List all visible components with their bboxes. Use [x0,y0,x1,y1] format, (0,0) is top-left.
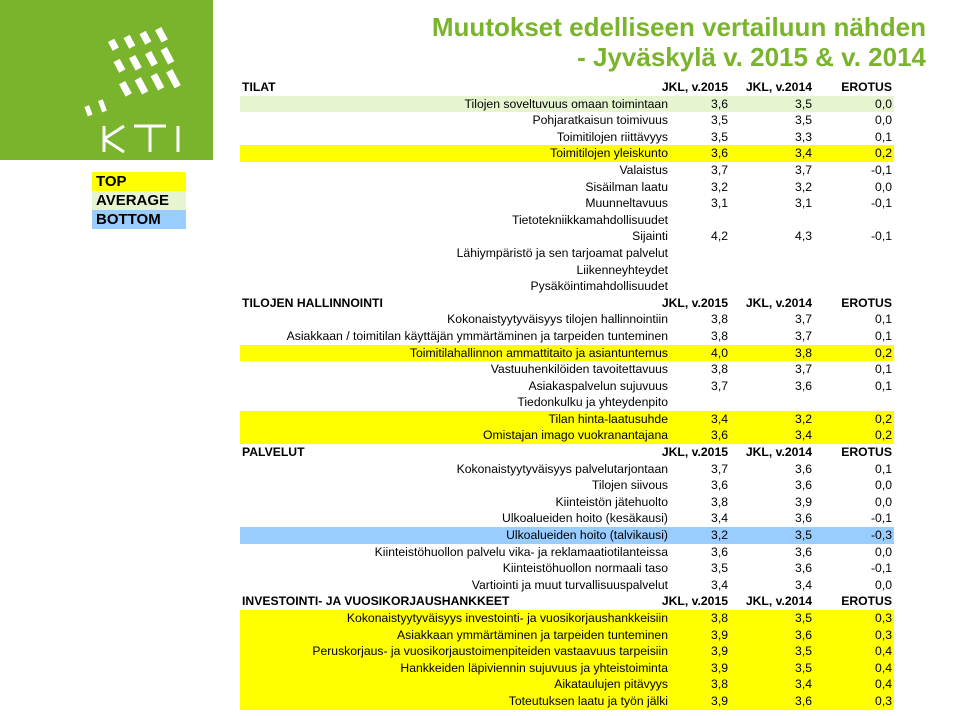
row-value: 3,4 [711,577,728,592]
table-row [240,544,894,561]
row-value: 3,4 [795,677,812,692]
row-value: 3,4 [795,577,812,592]
table-row [240,345,894,362]
column-header: EROTUS [841,594,892,609]
row-value: 3,8 [795,345,812,360]
row-value: -0,1 [870,561,892,576]
column-header: JKL, v.2015 [661,80,728,94]
row-value: 3,9 [711,627,728,642]
column-header: JKL, v.2015 [661,594,728,609]
row-label: Asiakaspalvelun sujuvuus [528,378,668,393]
row-value: 3,6 [795,693,812,708]
row-value: 3,7 [795,328,812,343]
page-title-line1: Muutokset edelliseen vertailuun nähden [431,12,926,42]
row-label: Pysäköintimahdollisuudet [530,279,668,294]
row-value: 3,7 [711,461,728,476]
table-row [240,461,894,478]
section-header [240,444,894,461]
table-row [240,162,894,179]
row-value: 3,7 [795,312,812,327]
row-value: 3,2 [711,528,728,543]
row-value: 3,6 [795,378,812,393]
row-label: Tilojen siivous [591,478,668,493]
row-value: 0,3 [875,611,892,625]
row-value: 0,3 [875,693,892,708]
row-value: 3,3 [795,129,812,144]
row-label: Aikataulujen pitävyys [554,677,668,692]
row-value: 3,1 [795,196,812,211]
legend-top: TOP [92,172,186,191]
table-row [240,278,894,295]
row-value: 3,6 [795,627,812,642]
legend [92,172,186,229]
row-value: 3,4 [795,146,812,161]
section-header [240,593,894,610]
row-value: -0,3 [870,528,892,543]
row-value: 3,6 [711,146,728,161]
row-label: Tilojen soveltuvuus omaan toimintaan [464,96,668,111]
row-label: Tiedonkulku ja yhteydenpito [517,395,668,410]
row-value: 3,7 [795,362,812,377]
row-value: 0,0 [875,179,892,194]
section-title: TILAT [242,80,276,94]
row-value: 0,1 [875,328,892,343]
row-label: Lähiympäristö ja sen tarjoamat palvelut [456,245,668,260]
row-value: 0,0 [875,113,892,128]
row-value: 3,5 [795,113,812,128]
row-value: 3,2 [795,411,812,426]
row-label: Ulkoalueiden hoito (kesäkausi) [502,511,668,526]
row-value: 3,6 [795,544,812,559]
row-value: 0,0 [875,544,892,559]
row-value: 0,1 [875,362,892,377]
row-label: Liikenneyhteydet [576,262,668,277]
row-value: 3,8 [711,328,728,343]
table-row [240,361,894,378]
row-value: 3,5 [711,561,728,576]
row-value: 0,4 [875,677,892,692]
row-label: Pohjaratkaisun toimivuus [532,113,668,128]
column-header: JKL, v.2015 [661,295,728,310]
table-row [240,245,894,262]
row-value: 0,2 [875,411,892,426]
column-header: EROTUS [841,80,892,94]
column-header: JKL, v.2014 [745,445,812,460]
row-label: Sisäilman laatu [585,179,668,194]
row-value: 4,3 [795,229,812,244]
row-label: Muunneltavuus [585,196,668,211]
row-value: 0,0 [875,478,892,493]
column-header: JKL, v.2014 [745,295,812,310]
table-row [240,510,894,527]
row-value: -0,1 [870,196,892,211]
row-label: Kiinteistön jätehuolto [555,494,668,509]
row-value: 0,4 [875,644,892,659]
kti-logo [0,0,213,160]
row-label: Kokonaistyytyväisyys tilojen hallinnointiin [447,312,668,327]
row-value: 3,6 [795,461,812,476]
row-value: 3,6 [711,96,728,111]
row-value: -0,1 [870,511,892,526]
row-value: 3,5 [711,129,728,144]
row-value: 3,4 [711,511,728,526]
table-row [240,179,894,196]
row-value: 3,6 [795,561,812,576]
row-value: 3,4 [711,411,728,426]
row-value: 0,0 [875,494,892,509]
row-label: Toimitilahallinnon ammattitaito ja asiantuntemus [409,345,668,360]
row-value: 3,8 [711,362,728,377]
row-value: 3,7 [711,378,728,393]
table-row [240,228,894,245]
row-value: 0,0 [875,96,892,111]
row-value: 3,5 [795,528,812,543]
row-value: 3,6 [711,478,728,493]
row-value: 3,6 [711,428,728,443]
row-label: Kiinteistöhuollon normaali taso [502,561,668,576]
table-row [240,378,894,395]
section-title: INVESTOINTI- JA VUOSIKORJAUSHANKKEET [242,594,510,609]
table-row [240,494,894,511]
row-label: Vastuuhenkilöiden tavoitettavuus [490,362,668,377]
row-label: Tilan hinta-laatusuhde [548,411,668,426]
table-row [240,560,894,577]
row-value: 3,9 [711,693,728,708]
row-label: Sijainti [632,229,668,244]
column-header: JKL, v.2014 [745,80,812,94]
row-value: 3,6 [795,511,812,526]
row-value: 3,8 [711,494,728,509]
table-row [240,96,894,113]
row-value: 3,1 [711,196,728,211]
row-label: Asiakkaan ymmärtäminen ja tarpeiden tunteminen [397,627,668,642]
row-value: 3,9 [711,644,728,659]
column-header: EROTUS [841,295,892,310]
row-label: Asiakkaan / toimitilan käyttäjän ymmärtäminen ja tarpeiden tunteminen [286,328,668,343]
row-value: 4,2 [711,229,728,244]
row-label: Kokonaistyytyväisyys investointi- ja vuosikorjaushankkeisiin [346,611,668,625]
table-row [240,427,894,444]
table-row [240,129,894,146]
table-row [240,610,894,627]
row-value: 0,0 [875,577,892,592]
column-header: EROTUS [841,445,892,460]
row-value: 0,1 [875,129,892,144]
table-row [240,112,894,129]
row-value: 0,1 [875,312,892,327]
row-value: 3,7 [795,162,812,177]
row-value: 4,0 [711,345,728,360]
section-header [240,295,894,312]
row-label: Vartiointi ja muut turvallisuuspalvelut [471,577,668,592]
row-label: Kiinteistöhuollon palvelu vika- ja reklamaatiotilanteissa [374,544,668,559]
row-value: 3,5 [795,96,812,111]
table-row [240,311,894,328]
table-row [240,477,894,494]
row-value: 3,7 [711,162,728,177]
row-value: 0,2 [875,345,892,360]
comparison-table [240,79,894,710]
section-title: TILOJEN HALLINNOINTI [242,295,383,310]
section-header [240,79,894,96]
row-value: -0,1 [870,229,892,244]
row-label: Ulkoalueiden hoito (talvikausi) [506,528,668,543]
row-value: 3,5 [795,644,812,659]
row-value: 3,8 [711,312,728,327]
row-label: Peruskorjaus- ja vuosikorjaustoimenpiteiden vastaavuus tarpeisiin [312,644,668,659]
table-row [240,676,894,693]
row-label: Toimitilojen yleiskunto [550,146,668,161]
page-title-line2: - Jyväskylä v. 2015 & v. 2014 [577,42,926,72]
row-value: 3,5 [711,113,728,128]
row-label: Toimitilojen riittävyys [556,129,668,144]
legend-average: AVERAGE [92,191,186,210]
row-value: 0,2 [875,146,892,161]
row-value: 3,9 [795,494,812,509]
table-row [240,394,894,411]
row-label: Tietotekniikkamahdollisuudet [511,212,668,227]
page-title [380,12,926,72]
row-label: Kokonaistyytyväisyys palvelutarjontaan [456,461,668,476]
table-row [240,262,894,279]
row-label: Hankkeiden läpiviennin sujuvuus ja yhteistoiminta [400,660,668,675]
row-value: 3,4 [795,428,812,443]
table-row [240,643,894,660]
row-label: Valaistus [619,162,668,177]
row-label: Toteutuksen laatu ja työn jälki [508,693,668,708]
row-value: 3,6 [711,544,728,559]
table-row [240,577,894,594]
row-value: 3,5 [795,611,812,625]
table-row [240,212,894,229]
row-value: 3,8 [711,677,728,692]
row-value: 3,9 [711,660,728,675]
row-value: 3,2 [795,179,812,194]
row-value: 0,2 [875,428,892,443]
sidebar [0,0,213,716]
table-row [240,145,894,162]
table-row [240,328,894,345]
row-value: 3,8 [711,611,728,625]
row-value: 3,5 [795,660,812,675]
table-row [240,195,894,212]
table-row [240,627,894,644]
section-title: PALVELUT [242,445,305,460]
row-label: Omistajan imago vuokranantajana [483,428,668,443]
row-value: 3,6 [795,478,812,493]
legend-bottom: BOTTOM [92,210,186,229]
row-value: 0,1 [875,378,892,393]
table-row [240,527,894,544]
table-row [240,411,894,428]
kti-logo-icon [0,0,213,160]
row-value: -0,1 [870,162,892,177]
column-header: JKL, v.2014 [745,594,812,609]
table-row [240,693,894,710]
table-row [240,660,894,677]
row-value: 0,1 [875,461,892,476]
column-header: JKL, v.2015 [661,445,728,460]
row-value: 0,3 [875,627,892,642]
row-value: 0,4 [875,660,892,675]
row-value: 3,2 [711,179,728,194]
